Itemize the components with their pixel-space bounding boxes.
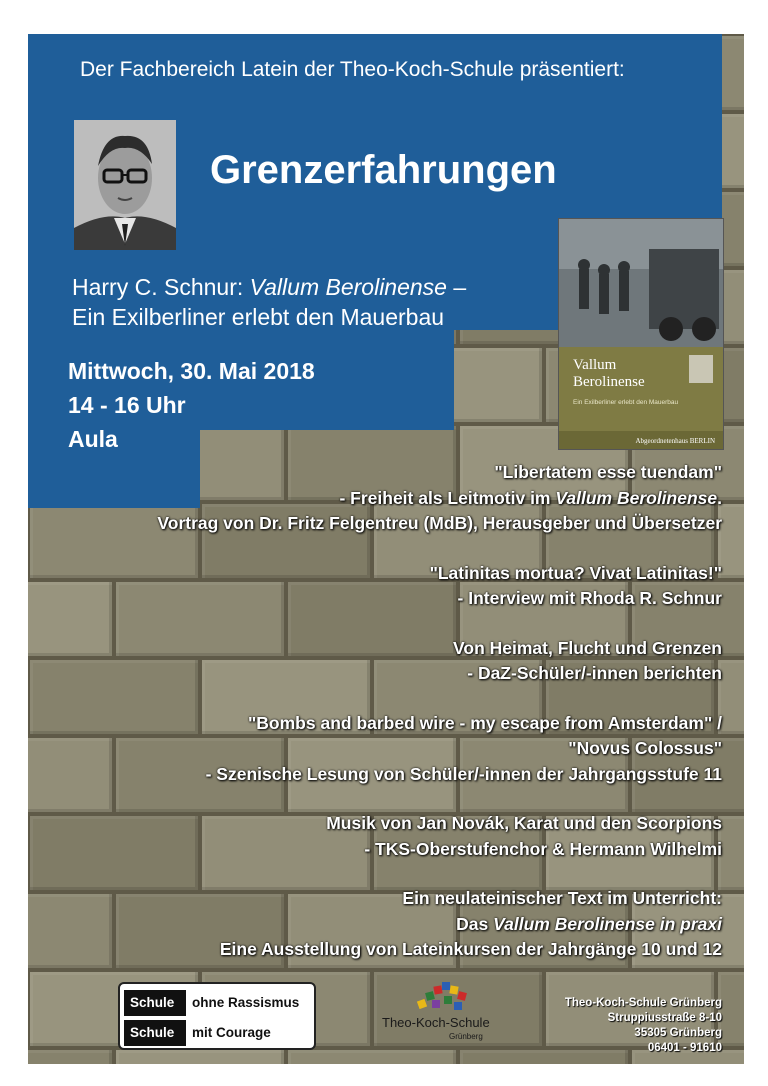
address-line: Struppiusstraße 8-10: [607, 1012, 722, 1024]
program-item-line: - Szenische Lesung von Schüler/-innen der Jahrgangsstufe 11: [205, 763, 722, 784]
address-line: 06401 - 91610: [647, 1042, 722, 1054]
wall-brick: [286, 1048, 458, 1064]
book-title-line1: Vallum: [573, 357, 617, 373]
event-time: 14 - 16 Uhr: [68, 392, 186, 418]
book-publisher: Abgeordnetenhaus BERLIN: [635, 437, 715, 445]
school-logo-place: Grünberg: [449, 1032, 483, 1041]
subtitle-line2: Ein Exilberliner erlebt den Mauerbau: [72, 304, 445, 330]
wall-brick: [114, 1048, 286, 1064]
badge-key: Schule: [124, 990, 186, 1016]
event-place: Aula: [68, 426, 118, 452]
program-item-line: Vortrag von Dr. Fritz Felgentreu (MdB), Herausgeber und Übersetzer: [157, 513, 722, 533]
wall-brick: [28, 1048, 114, 1064]
program-item-line: "Latinitas mortua? Vivat Latinitas!": [429, 562, 722, 583]
subtitle-work: Vallum Berolinense: [249, 274, 447, 300]
author-portrait: [74, 120, 176, 250]
program-item-line: Von Heimat, Flucht und Grenzen: [453, 637, 722, 658]
program-item-line: - DaZ-Schüler/-innen berichten: [467, 663, 722, 683]
program-item-text: .: [717, 487, 722, 508]
book-cover-photo: [559, 219, 723, 347]
program-item-line: Ein neulateinischer Text im Unterricht:: [402, 888, 722, 908]
badge-row: [124, 1020, 312, 1046]
event-subtitle: [72, 272, 552, 332]
program-item-italic: Vallum Berolinense in praxi: [493, 913, 722, 934]
program-item: [32, 811, 722, 862]
book-author-thumbnail: [689, 355, 713, 383]
program-item-line: - TKS-Oberstufenchor & Hermann Wilhelmi: [364, 838, 722, 859]
subtitle-author: Harry C. Schnur:: [72, 274, 250, 300]
badge-key: Schule: [124, 1020, 186, 1046]
book-title-line2: Berolinense: [573, 374, 645, 390]
program-list: [32, 460, 722, 987]
badge-value: ohne Rassismus: [192, 995, 300, 1010]
program-item-text: - Freiheit als Leitmotiv im: [339, 487, 556, 508]
program-item: [32, 460, 722, 537]
program-item: [32, 561, 722, 612]
school-address: [565, 996, 722, 1056]
program-item-line: Musik von Jan Novák, Karat und den Scorpions: [326, 813, 722, 833]
school-logo-name: Theo-Koch-Schule: [382, 1015, 490, 1030]
program-item-line: - Interview mit Rhoda R. Schnur: [457, 588, 722, 608]
subtitle-dash: –: [446, 274, 467, 300]
program-item-text: Das: [456, 913, 494, 934]
intro-text: Der Fachbereich Latein der Theo-Koch-Schule präsentiert:: [80, 58, 625, 81]
event-details: [68, 354, 428, 456]
program-item-line: [32, 912, 722, 938]
program-item-line: Eine Ausstellung von Lateinkursen der Jahrgänge 10 und 12: [219, 939, 722, 959]
program-item: [32, 886, 722, 963]
program-item-line: "Bombs and barbed wire - my escape from Amsterdam" /: [248, 712, 722, 733]
program-item-line: "Novus Colossus": [568, 738, 722, 758]
book-subtitle: Ein Exilberliner erlebt den Mauerbau: [573, 399, 679, 406]
event-date: Mittwoch, 30. Mai 2018: [68, 358, 315, 384]
school-logo-icon: [414, 980, 474, 1020]
address-line: 35305 Grünberg: [634, 1027, 722, 1039]
address-line: Theo-Koch-Schule Grünberg: [564, 997, 722, 1009]
program-item: [32, 711, 722, 788]
school-without-racism-badge: [118, 982, 316, 1050]
badge-row: [124, 990, 312, 1016]
program-item-line: "Libertatem esse tuendam": [494, 462, 722, 482]
book-cover: [558, 218, 724, 450]
program-item-line: [32, 486, 722, 512]
book-title: [573, 357, 645, 391]
program-item: [32, 636, 722, 687]
badge-value: mit Courage: [192, 1025, 271, 1040]
program-item-italic: Vallum Berolinense: [555, 487, 718, 508]
event-title: Grenzerfahrungen: [210, 148, 557, 192]
